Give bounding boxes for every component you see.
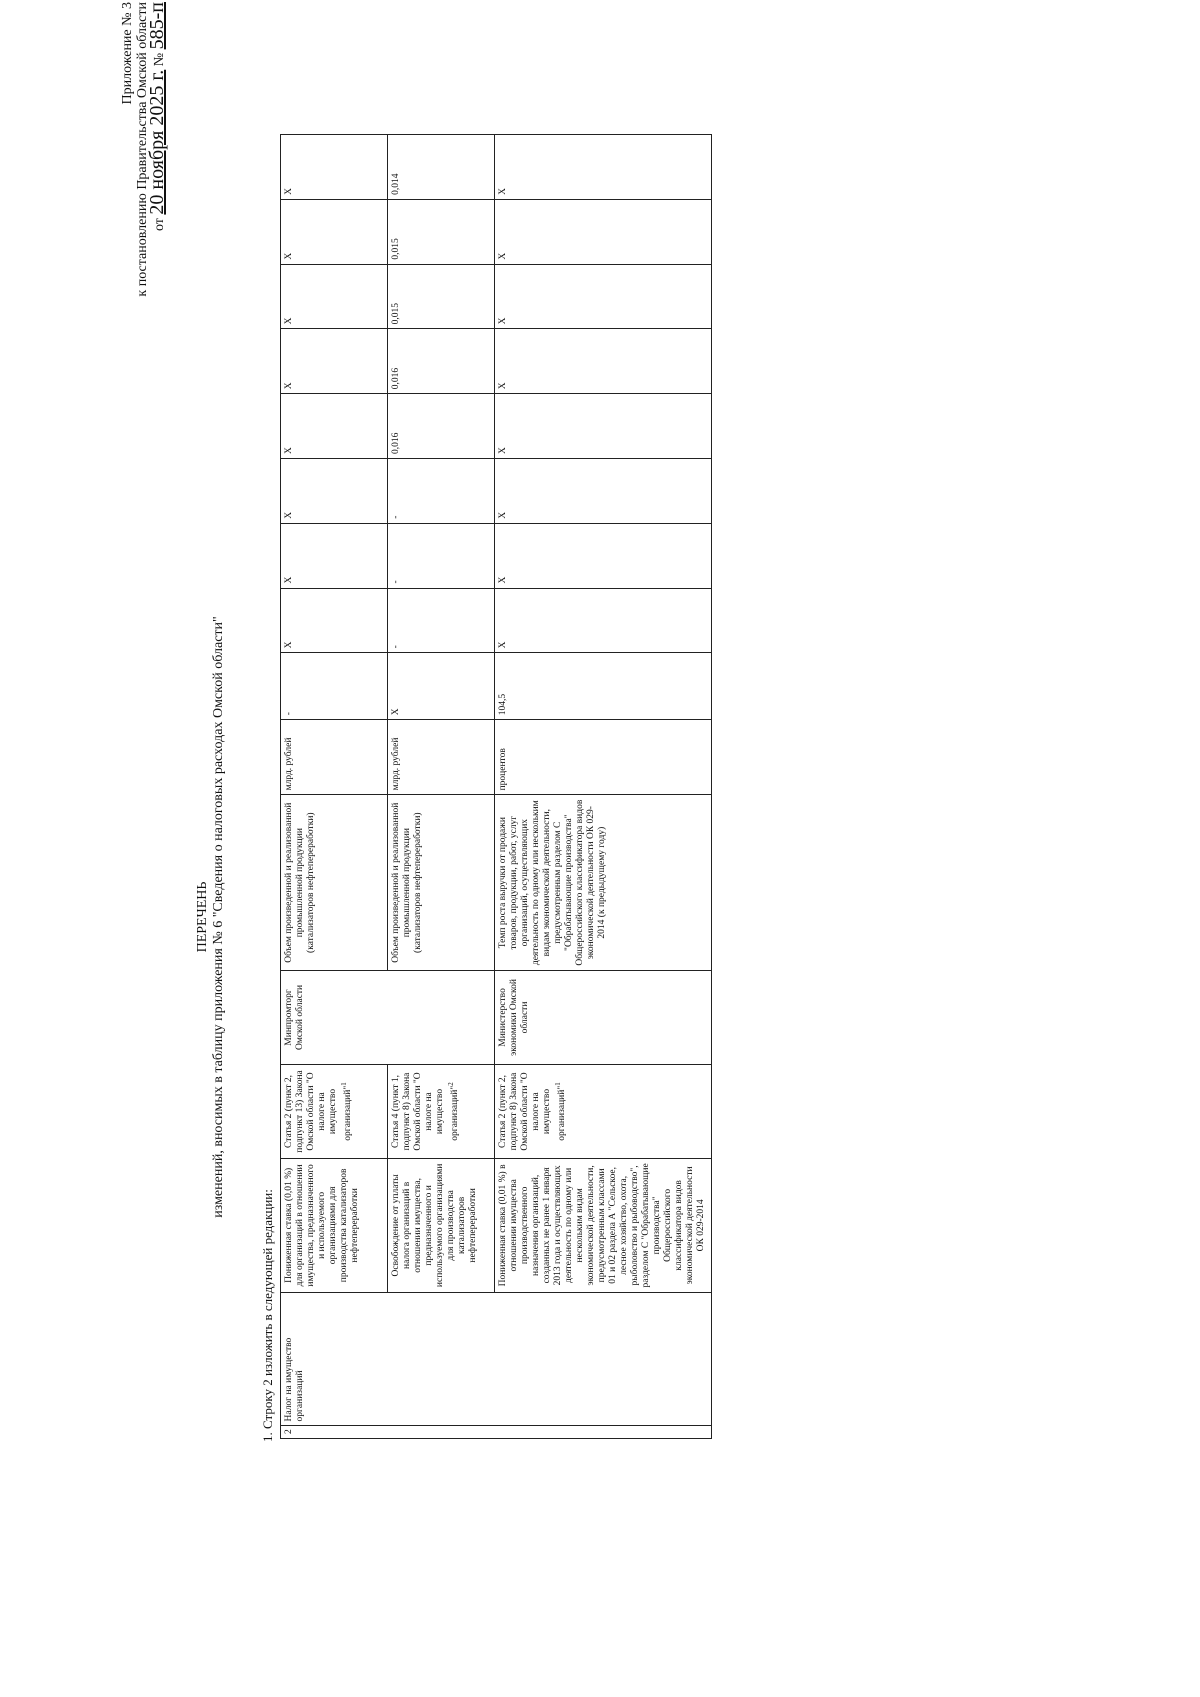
row-number-cell: 2 <box>281 1426 712 1439</box>
table-row <box>281 135 388 1439</box>
appendix-date: 20 ноября 2025 г. <box>146 69 168 215</box>
value-cell: X <box>495 523 712 588</box>
footnote-mark: 1 <box>340 1082 348 1086</box>
law-text: Статья 4 (пункт 1, подпункт 8) Закона Омской области "О налоге на имущество организаций" <box>391 1072 461 1151</box>
value-cell: X <box>495 588 712 653</box>
curator-cell: Минпромторг Омской области <box>281 970 388 1064</box>
appendix-decree-number: 585-п <box>146 2 168 50</box>
table-row <box>495 135 712 1439</box>
intro-text: 1. Строку 2 изложить в следующей редакции: <box>260 1189 275 1442</box>
tax-name-cell: Налог на имущество организаций <box>281 1292 712 1426</box>
footnote-mark: 2 <box>447 1082 455 1086</box>
unit-cell: процентов <box>495 720 712 795</box>
unit-cell: млрд. рублей <box>388 720 495 795</box>
value-cell: 0,016 <box>388 329 495 394</box>
appendix-date-line <box>146 2 168 312</box>
value-cell: 0,016 <box>388 394 495 459</box>
value-cell: - <box>388 458 495 523</box>
appendix-from: от <box>152 218 167 232</box>
value-cell: X <box>281 523 388 588</box>
value-cell: X <box>281 588 388 653</box>
description-cell: Освобождение от уплаты налога организаций в отношении имущества, предназначенного и используемого организациями для производства катализаторов нефтепереработки <box>388 1159 495 1293</box>
document-subtitle: изменений, вносимых в таблицу приложения № 6 "Сведения о налоговых расходах Омской области" <box>211 616 226 1218</box>
value-cell: X <box>281 329 388 394</box>
value-cell: X <box>388 653 495 720</box>
table-row <box>388 135 495 1439</box>
law-text: Статья 2 (пункт 2, подпункт 13) Закона Омской области "О налоге на имущество организаций" <box>284 1070 354 1153</box>
value-cell: X <box>281 394 388 459</box>
changes-table <box>280 134 712 1439</box>
description-cell: Пониженная ставка (0,01 %) в отношении имущества производственного назначения организаций, созданных не ранее 1 января 2013 года и осуществляющих деятельность по одному или нескольким видам экономической деятельности, предусмотренным классами 01 и 02 раздела А "Сельское, лесное хозяйство, охота, рыболовство и рыбоводство", разделом С "Обрабатывающие производства" Общероссийского классификатора видов экономической деятельности ОК 029-2014 <box>495 1159 712 1293</box>
document-title-block <box>195 467 227 1367</box>
value-cell: X <box>495 135 712 200</box>
law-cell <box>281 1064 388 1158</box>
law-cell <box>388 1064 495 1158</box>
value-cell: 0,015 <box>388 264 495 329</box>
appendix-decree: к постановлению Правительства Омской области <box>135 2 150 297</box>
value-cell: X <box>281 135 388 200</box>
value-cell: 0,015 <box>388 199 495 264</box>
law-cell <box>495 1064 712 1158</box>
indicator-cell: Объем произведенной и реализованной промышленной продукции (катализаторов нефтепереработки) <box>388 795 495 971</box>
unit-cell: млрд. рублей <box>281 720 388 795</box>
value-cell: X <box>495 264 712 329</box>
appendix-number: Приложение № 3 <box>120 2 135 105</box>
indicator-cell: Объем произведенной и реализованной промышленной продукции (катализаторов нефтепереработки) <box>281 795 388 971</box>
value-cell: X <box>495 329 712 394</box>
law-text: Статья 2 (пункт 2, подпункт 8) Закона Омской области "О налоге на имущество организаций" <box>498 1072 568 1151</box>
value-cell: X <box>281 199 388 264</box>
value-cell: X <box>495 199 712 264</box>
value-cell: X <box>281 264 388 329</box>
appendix-header <box>120 2 167 312</box>
value-cell: 0,014 <box>388 135 495 200</box>
indicator-cell: Темп роста выручки от продажи товаров, продукции, работ, услуг организаций, осуществляющих деятельность по одному или нескольким видам экономической деятельности, предусмотренным разделом С "Обрабатывающие производства" Общероссийского классификатора видов экономической деятельности ОК 029-2014 (к предыдущему году) <box>495 795 712 971</box>
value-cell: X <box>495 394 712 459</box>
value-cell: - <box>388 588 495 653</box>
curator-cell <box>388 970 495 1064</box>
value-cell: - <box>388 523 495 588</box>
appendix-number-sign: № <box>152 52 167 67</box>
value-cell: - <box>281 653 388 720</box>
value-cell: X <box>495 458 712 523</box>
document-title: ПЕРЕЧЕНЬ <box>195 881 210 953</box>
curator-cell: Министерство экономики Омской области <box>495 970 712 1064</box>
footnote-mark: 1 <box>554 1082 562 1086</box>
value-cell: X <box>281 458 388 523</box>
description-cell: Пониженная ставка (0,01 %) для организаций в отношении имущества, предназначенного и используемого организациями для производства катализаторов нефтепереработки <box>281 1159 388 1293</box>
value-cell: 104,5 <box>495 653 712 720</box>
